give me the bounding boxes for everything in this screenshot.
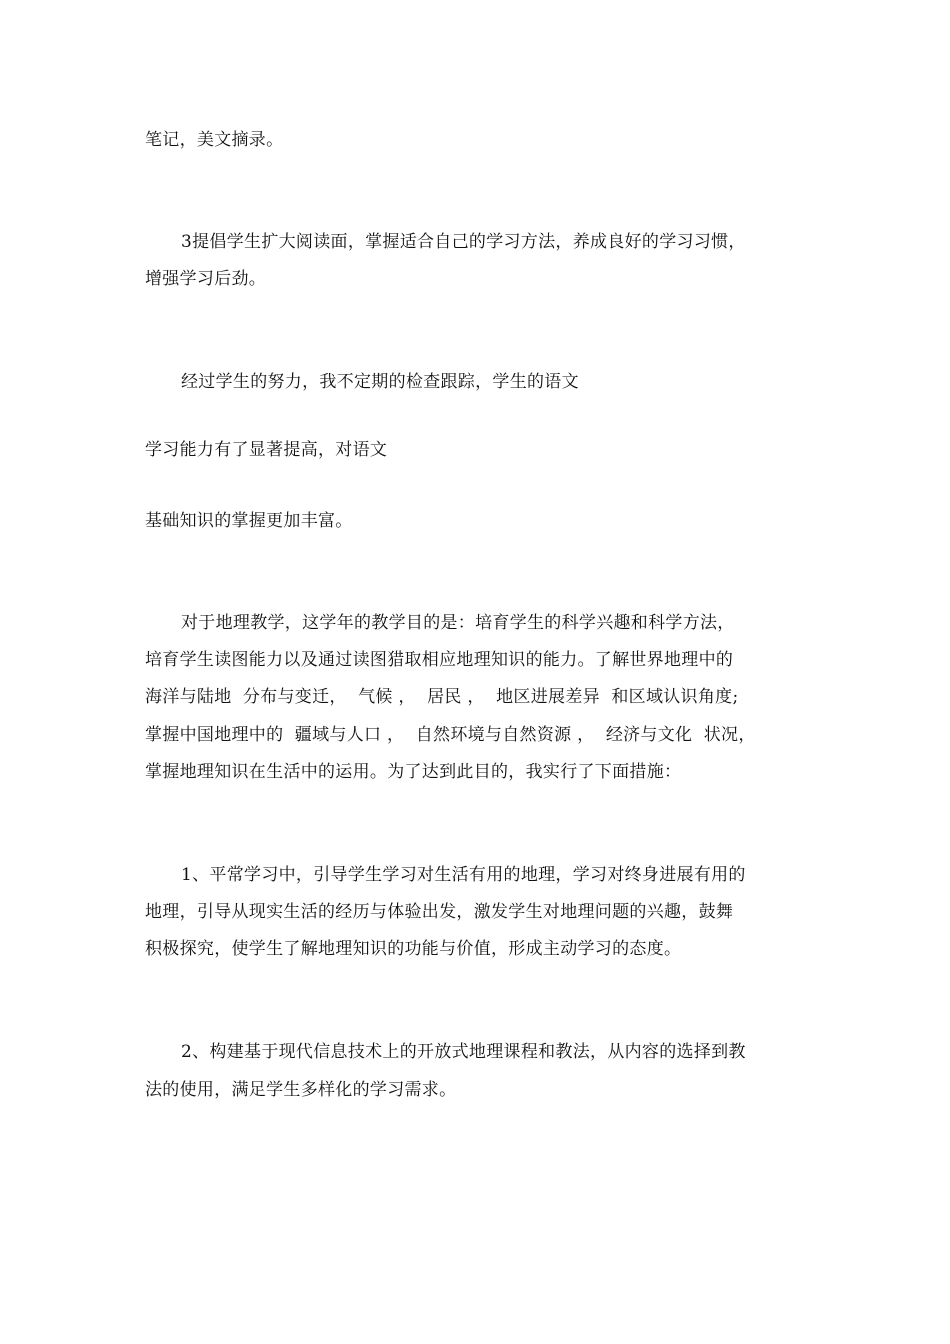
text-line: 3提倡学生扩大阅读面，掌握适合自己的学习方法，养成良好的学习习惯， bbox=[181, 232, 746, 252]
text-line: 对于地理教学，这学年的教学目的是：培育学生的科学兴趣和科学方法， bbox=[181, 613, 735, 633]
text-line: 培育学生读图能力以及通过读图猎取相应地理知识的能力。了解世界地理中的 bbox=[145, 650, 734, 670]
text-line: 经过学生的努力，我不定期的检查跟踪，学生的语文 bbox=[181, 372, 579, 392]
text-line: 掌握中国地理中的 疆域与人口 ， 自然环境与自然资源 ， 经济与文化 状况， bbox=[145, 725, 756, 745]
text-line: 积极探究，使学生了解地理知识的功能与价值，形成主动学习的态度。 bbox=[145, 939, 682, 959]
text-line: 基础知识的掌握更加丰富。 bbox=[145, 511, 353, 531]
text-line: 2、构建基于现代信息技术上的开放式地理课程和教法，从内容的选择到教 bbox=[181, 1042, 746, 1062]
text-line: 掌握地理知识在生活中的运用。为了达到此目的，我实行了下面措施： bbox=[145, 762, 682, 782]
text-line: 1、平常学习中，引导学生学习对生活有用的地理，学习对终身进展有用的 bbox=[181, 865, 746, 885]
text-line: 地理，引导从现实生活的经历与体验出发，激发学生对地理问题的兴趣，鼓舞 bbox=[145, 902, 734, 922]
text-line: 增强学习后劲。 bbox=[145, 269, 267, 289]
text-line: 笔记，美文摘录。 bbox=[145, 130, 284, 150]
text-line: 海洋与陆地 分布与变迁， 气候 ， 居民 ， 地区进展差异 和区域认识角度; bbox=[145, 687, 739, 707]
text-line: 学习能力有了显著提高，对语文 bbox=[145, 440, 388, 460]
text-line: 法的使用，满足学生多样化的学习需求。 bbox=[145, 1080, 457, 1100]
